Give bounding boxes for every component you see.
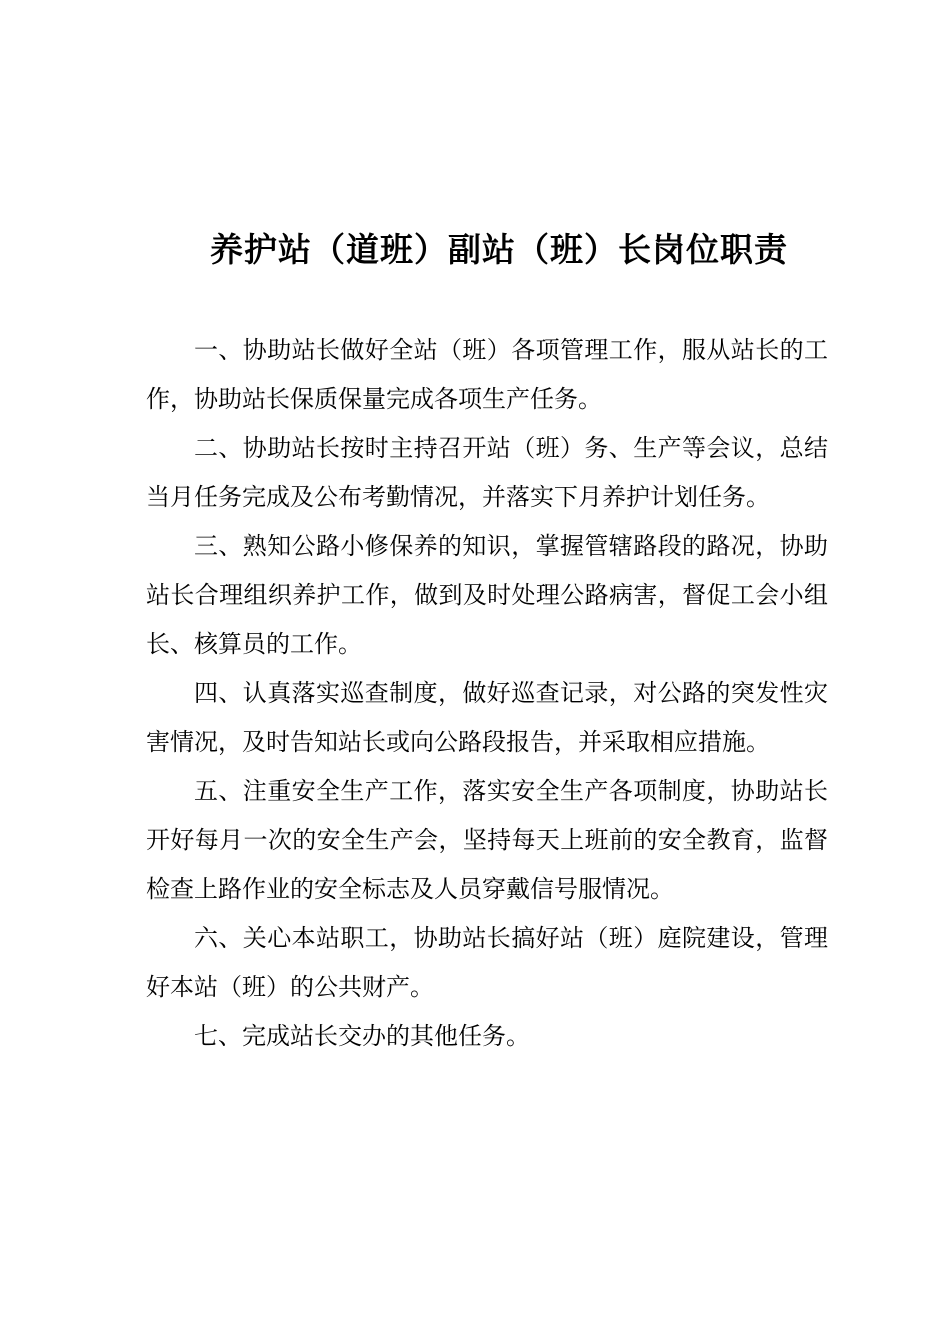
duty-item-5: 五、注重安全生产工作，落实安全生产各项制度，协助站长开好每月一次的安全生产会，坚持每天上班前的安全教育，监督检查上路作业的安全标志及人员穿戴信号服情况。	[146, 777, 828, 903]
duty-item-2: 二、协助站长按时主持召开站（班）务、生产等会议，总结当月任务完成及公布考勤情况，并落实下月养护计划任务。	[146, 434, 828, 511]
duty-item-4: 四、认真落实巡查制度，做好巡查记录，对公路的突发性灾害情况，及时告知站长或向公路段报告，并采取相应措施。	[146, 679, 828, 756]
duty-item-6: 六、关心本站职工，协助站长搞好站（班）庭院建设，管理好本站（班）的公共财产。	[146, 924, 828, 1001]
duty-item-3: 三、熟知公路小修保养的知识，掌握管辖路段的路况，协助站长合理组织养护工作，做到及时处理公路病害，督促工会小组长、核算员的工作。	[146, 532, 828, 658]
duty-item-1: 一、协助站长做好全站（班）各项管理工作，服从站长的工作，协助站长保质保量完成各项生产任务。	[146, 336, 828, 413]
document-body	[146, 326, 828, 1061]
document-title: 养护站（道班）副站（班）长岗位职责	[210, 230, 788, 269]
duty-item-7: 七、完成站长交办的其他任务。	[194, 1022, 530, 1050]
